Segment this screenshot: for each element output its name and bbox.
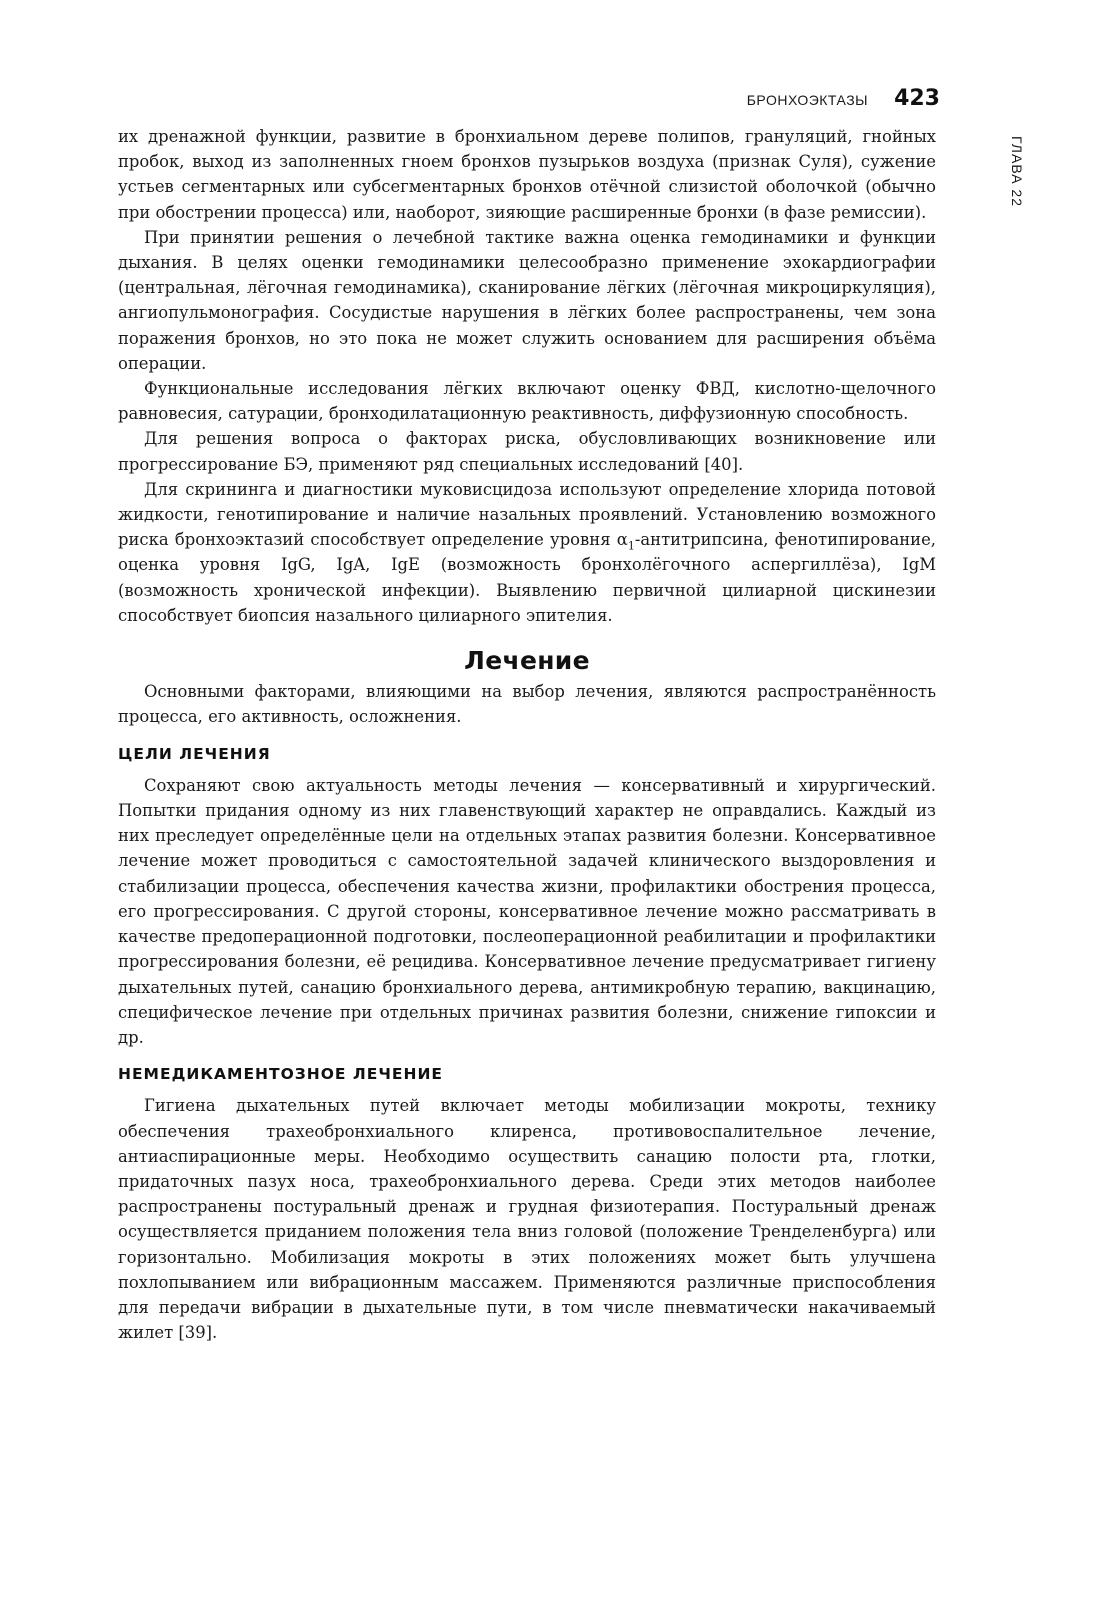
screening-text-a: Для скрининга и диагностики муковисцидоза используют определение хлорида потовой жидкости, генотипирование и наличие назальных проявлений. Установлению возможного риска бронхоэктазий способствует определение уровня α [118, 479, 936, 550]
paragraph-screening [118, 477, 936, 628]
chapter-tab: ГЛАВА 22 [1009, 136, 1025, 207]
section-title-treatment: Лечение [464, 646, 590, 676]
paragraph-treatment-intro: Основными факторами, влияющими на выбор лечения, являются распространённость процесса, его активность, осложнения. [118, 682, 936, 727]
running-title: БРОНХОЭКТАЗЫ [746, 92, 869, 108]
paragraph-nondrug-treatment: Гигиена дыхательных путей включает методы мобилизации мокроты, технику обеспечения трахеобронхиального клиренса, противовоспалительное лечение, антиаспирационные меры. Необходимо осуществить санацию полости рта, глотки, придаточных пазух носа, трахеобронхиального дерева. Среди этих методов наиболее распространены постуральный дренаж и грудная физиотерапия. Постуральный дренаж осуществляется приданием положения тела вниз головой (положение Тренделенбурга) или горизонтально. Мобилизация мокроты в этих положениях может быть улучшена похлопыванием или вибрационным массажем. Применяются различные приспособления для передачи вибрации в дыхательные пути, в том числе пневматически накачиваемый жилет [39]. [118, 1096, 936, 1343]
alpha-subscript: 1 [627, 539, 635, 553]
screening-text-b: -антитрипсина, фенотипирование, оценка уровня IgG, IgA, IgE (возможность бронхолёгочного аспергиллёза), IgM (возможность хронической инфекции). Выявлению первичной цилиарной цискинезии способствует биопсия назального цилиарного эпителия. [118, 530, 936, 625]
page-header [747, 86, 940, 111]
paragraph-risk-factors: Для решения вопроса о факторах риска, обусловливающих возникновение или прогрессирование БЭ, применяют ряд специальных исследований [40]. [118, 429, 936, 474]
paragraph-hemodynamics: При принятии решения о лечебной тактике важна оценка гемодинамики и функции дыхания. В целях оценки гемодинамики целесообразно применение эхокардиографии (центральная, лёгочная гемодинамика), сканирование лёгких (лёгочная микроциркуляция), ангиопульмонография. Сосудистые нарушения в лёгких более распространены, чем зона поражения бронхов, но это пока не может служить основанием для расширения объёма операции. [118, 227, 936, 373]
page-number: 423 [894, 86, 940, 111]
paragraph-continuation: их дренажной функции, развитие в бронхиальном дереве полипов, грануляций, гнойных пробок, выход из заполненных гноем бронхов пузырьков воздуха (признак Суля), сужение устьев сегментарных или субсегментарных бронхов отёчной слизистой оболочкой (обычно при обострении процесса) или, наоборот, зияющие расширенные бронхи (в фазе ремиссии). [118, 127, 936, 222]
subsection-title-goals: ЦЕЛИ ЛЕЧЕНИЯ [118, 744, 271, 763]
paragraph-treatment-goals: Сохраняют свою актуальность методы лечения — консервативный и хирургический. Попытки придания одному из них главенствующий характер не оправдались. Каждый из них преследует определённые цели на отдельных этапах развития болезни. Консервативное лечение может проводиться с самостоятельной задачей клинического выздоровления и стабилизации процесса, обеспечения качества жизни, профилактики обострения процесса, его прогрессирования. С другой стороны, консервативное лечение можно рассматривать в качестве предоперационной подготовки, послеоперационной реабилитации и профилактики прогрессирования болезни, её рецидива. Консервативное лечение предусматривает гигиену дыхательных путей, санацию бронхиального дерева, антимикробную терапию, вакцинацию, специфическое лечение при отдельных причинах развития болезни, снижение гипоксии и др. [118, 775, 936, 1047]
subsection-title-nondrug: НЕМЕДИКАМЕНТОЗНОЕ ЛЕЧЕНИЕ [118, 1065, 444, 1084]
page-body [118, 124, 936, 1345]
paragraph-functional-tests: Функциональные исследования лёгких включают оценку ФВД, кислотно-щелочного равновесия, сатурации, бронходилатационную реактивность, диффузионную способность. [118, 379, 936, 424]
